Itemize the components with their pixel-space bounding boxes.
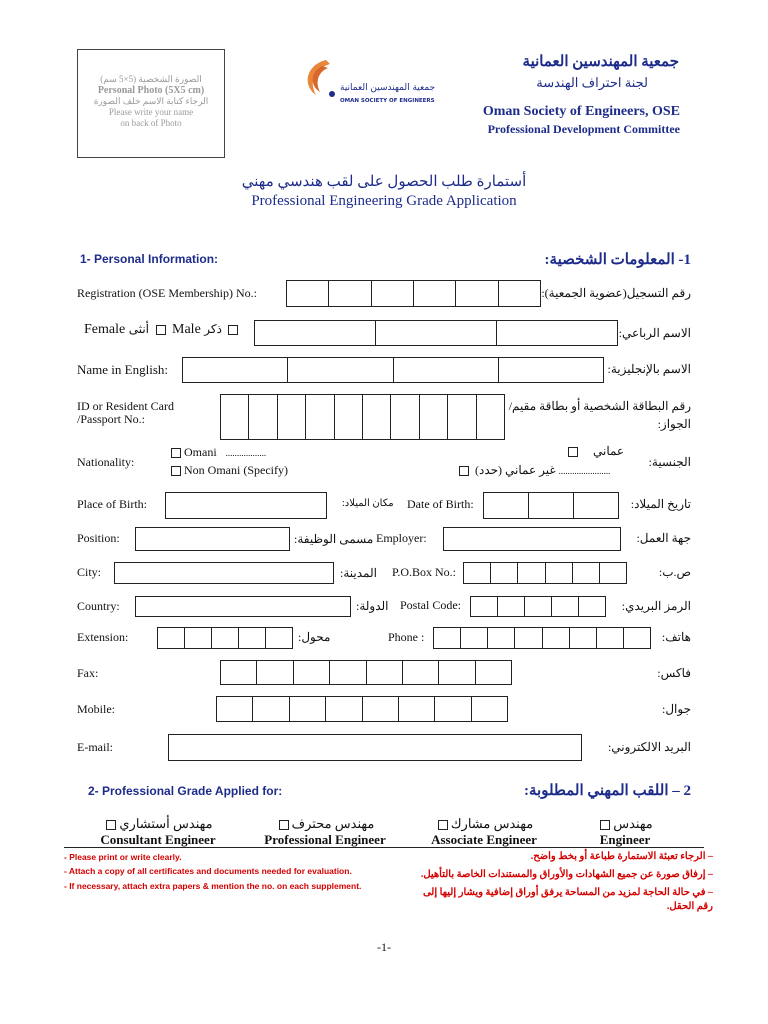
city-label-ar: المدينة: [340, 566, 377, 580]
email-label-ar: البريد الالكتروني: [607, 740, 691, 754]
notes-ar [410, 850, 713, 914]
note-en-2: - Attach a copy of all certificates and documents needed for evaluation. [64, 866, 352, 876]
fax-label: Fax: [77, 666, 99, 680]
registration-label-ar: رقم التسجيل(عضوية الجمعية): [541, 286, 691, 300]
pobox-label-ar: ص.ب: [658, 565, 691, 579]
extension-field[interactable] [157, 627, 293, 649]
non-omani-checkbox[interactable] [171, 466, 181, 476]
omani-label-ar: عماني [593, 444, 625, 458]
grade-consultant-en: Consultant Engineer [100, 832, 216, 847]
omani-ar-checkbox[interactable] [568, 447, 578, 457]
id-label [77, 400, 174, 426]
id-label-ar-line1: رقم البطاقة الشخصية أو بطاقة مقيم/ [508, 399, 691, 413]
full-name-ar-field[interactable] [254, 320, 618, 346]
mobile-label-ar: جوال: [661, 702, 691, 716]
female-label-ar: أنثى [128, 322, 150, 336]
id-label-line1: ID or Resident Card [77, 399, 174, 413]
extension-label: Extension: [77, 630, 129, 644]
employer-label: Employer: [376, 531, 427, 545]
mobile-field[interactable] [216, 696, 508, 722]
grade-engineer[interactable] [585, 816, 665, 848]
postal-code-label-ar: الرمز البريدي: [621, 599, 691, 613]
grade-associate-en: Associate Engineer [431, 832, 537, 847]
note-ar-1: – الرجاء تعبئة الاستمارة طباعة أو بخط واضح. [530, 851, 713, 862]
photo-label-ar: الصورة الشخصية (5×5 سم) [100, 74, 202, 84]
section1-title-en: 1- Personal Information: [80, 252, 219, 266]
country-label-ar: الدولة: [356, 599, 389, 613]
full-name-ar-label: الاسم الرباعي: [618, 326, 691, 340]
photo-note-en-2: on back of Photo [120, 118, 182, 128]
grade-engineer-ar: مهندس [613, 816, 653, 831]
fax-label-ar: فاكس: [657, 666, 691, 680]
date-of-birth-label: Date of Birth: [407, 497, 474, 511]
notes-en [64, 852, 380, 892]
employer-field[interactable] [443, 527, 621, 551]
note-ar-3: – في حالة الحاجة لمزيد من المساحة يرفق أوراق إضافية ويشار إليها إلى رقم الحقل. [422, 887, 713, 912]
position-label-ar: مسمى الوظيفة: [294, 532, 374, 546]
form-title-en: Professional Engineering Grade Application [251, 193, 517, 209]
pobox-field[interactable] [463, 562, 627, 584]
id-field[interactable] [220, 394, 505, 440]
omani-checkbox[interactable] [171, 448, 181, 458]
note-ar-2: – إرفاق صورة عن جميع الشهادات والأوراق والمستندات الخاصة بالتأهيل. [420, 869, 713, 880]
female-checkbox[interactable] [156, 325, 166, 335]
grade-professional[interactable] [256, 816, 394, 848]
photo-label-en: Personal Photo (5X5 cm) [97, 85, 205, 96]
name-en-field[interactable] [182, 357, 604, 383]
registration-label: Registration (OSE Membership) No.: [77, 286, 257, 300]
nationality-label-ar: الجنسية: [648, 455, 691, 469]
grade-professional-en: Professional Engineer [264, 832, 386, 847]
form-title-ar: أستمارة طلب الحصول على لقب هندسي مهني [241, 174, 527, 190]
logo-text-en: OMAN SOCIETY OF ENGINEERS [340, 98, 435, 104]
extension-label-ar: محول: [298, 630, 331, 644]
photo-note-en-1: Please write your name [108, 107, 194, 117]
grade-engineer-checkbox[interactable] [600, 820, 610, 830]
omani-label: Omani [184, 445, 217, 459]
female-label: Female [84, 322, 126, 337]
omani-option [168, 445, 266, 460]
email-field[interactable] [168, 734, 582, 761]
city-label: City: [77, 565, 102, 579]
grade-consultant-checkbox[interactable] [106, 820, 116, 830]
fax-field[interactable] [220, 660, 512, 685]
notes-divider [64, 847, 704, 848]
photo-note-ar: الرجاء كتابة الاسم خلف الصورة [93, 96, 209, 106]
ose-logo [296, 50, 436, 110]
section2-title-ar: 2 – اللقب المهني المطلوبة: [523, 783, 691, 799]
non-omani-dots: ....................... [558, 466, 611, 476]
non-omani-label: Non Omani (Specify) [184, 463, 288, 477]
email-label: E-mail: [77, 740, 113, 754]
place-of-birth-field[interactable] [165, 492, 327, 519]
id-label-ar [509, 397, 691, 433]
phone-label: Phone : [388, 630, 425, 644]
gender-group [84, 322, 241, 338]
name-en-label-ar: الاسم بالإنجليزية: [607, 362, 691, 376]
phone-field[interactable] [433, 627, 651, 649]
male-label-ar: ذكر [204, 322, 222, 336]
name-en-label: Name in English: [77, 362, 168, 377]
city-field[interactable] [114, 562, 334, 584]
place-of-birth-label-ar: مكان الميلاد: [342, 498, 394, 509]
place-of-birth-label: Place of Birth: [77, 497, 147, 511]
country-field[interactable] [135, 596, 351, 617]
non-omani-option [168, 463, 288, 478]
grade-associate-ar: مهندس مشارك [450, 816, 534, 831]
org-name-ar: جمعية المهندسين العمانية [522, 54, 679, 70]
grade-professional-checkbox[interactable] [279, 820, 289, 830]
employer-label-ar: جهة العمل: [636, 531, 691, 545]
id-label-ar-line2: الجواز: [657, 417, 691, 431]
registration-field[interactable] [286, 280, 541, 307]
country-label: Country: [77, 599, 120, 613]
section2-title-en: 2- Professional Grade Applied for: [88, 784, 283, 798]
non-omani-label-ar: غير عماني (حدد) [475, 463, 556, 477]
note-en-3: - If necessary, attach extra papers & mention the no. on each supplement. [64, 881, 362, 891]
grade-professional-ar: مهندس محترف [291, 816, 375, 831]
section1-title-ar: 1- المعلومات الشخصية: [544, 252, 691, 268]
org-name-en: Oman Society of Engineers, OSE [482, 104, 680, 119]
position-label: Position: [77, 531, 120, 545]
grade-consultant[interactable] [93, 816, 223, 848]
date-of-birth-field[interactable] [483, 492, 619, 519]
phone-label-ar: هاتف: [661, 630, 691, 644]
omani-option-ar [565, 444, 624, 459]
postal-code-label: Postal Code: [400, 598, 462, 612]
logo-text-ar: جمعية المهندسين العمانية [340, 83, 436, 93]
male-label: Male [172, 322, 201, 337]
date-of-birth-label-ar: تاريخ الميلاد: [630, 497, 691, 511]
grade-associate[interactable] [422, 816, 546, 848]
grade-associate-checkbox[interactable] [438, 820, 448, 830]
non-omani-option-ar [456, 463, 610, 478]
note-en-1: - Please print or write clearly. [64, 852, 182, 862]
committee-name-ar: لجنة احتراف الهندسة [536, 75, 648, 90]
grade-consultant-ar: مهندس أستشاري [119, 816, 213, 831]
page-number: -1- [377, 940, 391, 954]
id-label-line2: /Passport No.: [77, 412, 146, 426]
non-omani-ar-checkbox[interactable] [459, 466, 469, 476]
male-checkbox[interactable] [228, 325, 238, 335]
photo-box[interactable] [77, 49, 225, 158]
postal-code-field[interactable] [470, 596, 606, 617]
committee-name-en: Professional Development Committee [487, 122, 680, 136]
mobile-label: Mobile: [77, 702, 115, 716]
position-field[interactable] [135, 527, 290, 551]
grade-engineer-en: Engineer [599, 832, 651, 847]
pobox-label: P.O.Box No.: [392, 565, 457, 579]
nationality-label: Nationality: [77, 455, 135, 469]
omani-dots: .................. [225, 448, 267, 458]
